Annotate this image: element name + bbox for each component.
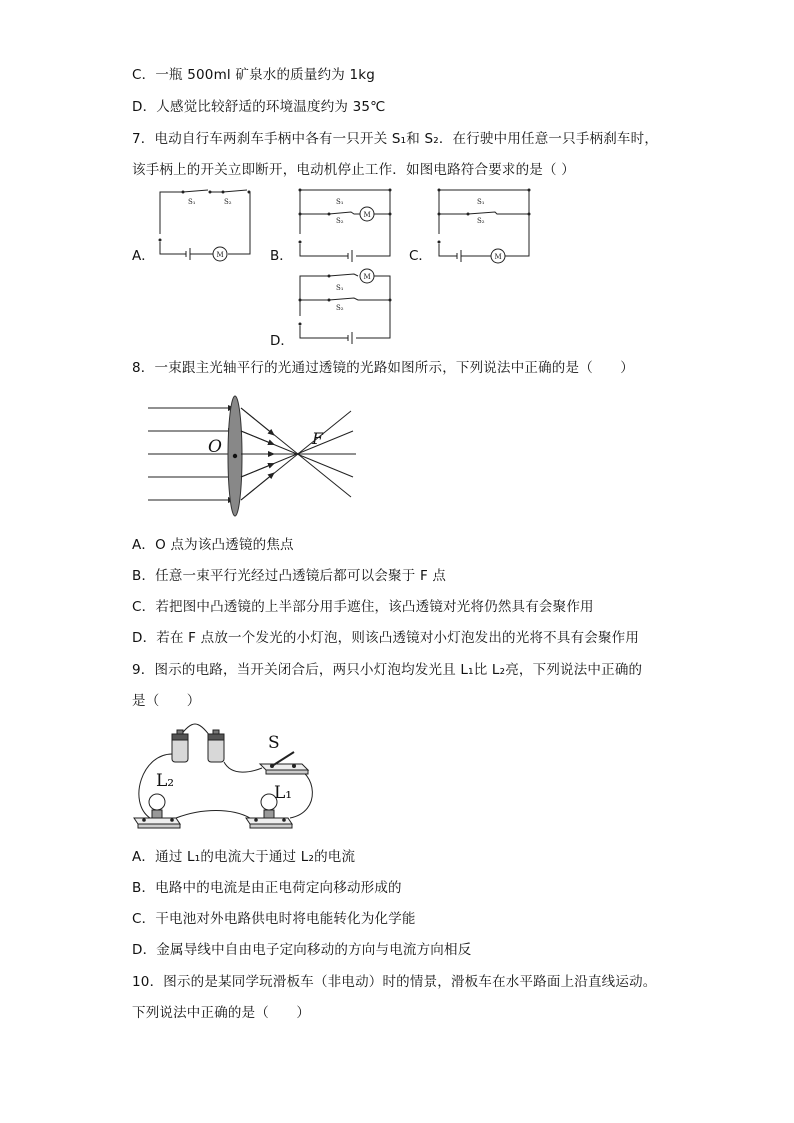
q9-option-d: D．金属导线中自由电子定向移动的方向与电流方向相反 xyxy=(132,942,472,958)
q7c-s1-label: S₁ xyxy=(477,198,485,206)
focus-label: F xyxy=(312,429,324,448)
q8-option-d: D．若在 F 点放一个发光的小灯泡，则该凸透镜对小灯泡发出的光将不具有会聚作用 xyxy=(132,630,640,646)
battery-1-icon xyxy=(172,730,188,762)
q9-stem-line1: 9．图示的电路，当开关闭合后，两只小灯泡均发光且 L₁比 L₂亮，下列说法中正确的 xyxy=(132,662,643,678)
q8-lens-figure xyxy=(146,394,366,519)
lens-center-point xyxy=(233,454,237,458)
battery-2-icon xyxy=(208,730,224,762)
q7-stem-line2: 该手柄上的开关立即断开，电动机停止工作．如图电路符合要求的是（ ） xyxy=(132,162,575,178)
q7d-s1-label: S₁ xyxy=(336,284,344,292)
q7b-s2-label: S₂ xyxy=(336,217,344,225)
q10-stem-line1: 10．图示的是某同学玩滑板车（非电动）时的情景，滑板车在水平路面上沿直线运动。 xyxy=(132,974,657,990)
svg-text:M: M xyxy=(216,251,224,259)
q7b-battery-icon xyxy=(348,250,352,262)
q9-option-b: B．电路中的电流是由正电荷定向移动形成的 xyxy=(132,880,402,896)
q8-option-c: C．若把图中凸透镜的上半部分用手遮住，该凸透镜对光将仍然具有会聚作用 xyxy=(132,599,594,615)
switch-icon xyxy=(260,752,308,774)
q7c-battery-icon xyxy=(457,250,461,262)
q10-stem-line2: 下列说法中正确的是（ ） xyxy=(132,1005,311,1021)
switch-label: S xyxy=(268,733,280,753)
q7-stem-line1: 7．电动自行车两刹车手柄中各有一只开关 S₁和 S₂．在行驶中用任意一只手柄刹车时， xyxy=(132,131,659,147)
q7d-s2-label: S₂ xyxy=(336,304,344,312)
lamp-l2-icon xyxy=(134,794,180,828)
q7a-s2-label: S₂ xyxy=(224,198,232,206)
q8-option-a: A．O 点为该凸透镜的焦点 xyxy=(132,537,294,553)
lens-center-label: O xyxy=(208,437,222,457)
svg-text:M: M xyxy=(363,211,371,219)
q8-option-b: B．任意一束平行光经过凸透镜后都可以会聚于 F 点 xyxy=(132,568,447,584)
q6-option-c: C．一瓶 500ml 矿泉水的质量约为 1kg xyxy=(132,67,376,83)
q9-option-a: A．通过 L₁的电流大于通过 L₂的电流 xyxy=(132,849,356,865)
q9-stem-line2: 是（ ） xyxy=(132,693,201,709)
lamp-l2-label: L₂ xyxy=(156,771,175,791)
q7-circuit-d xyxy=(296,272,396,342)
q7-option-d-label: D． xyxy=(270,333,294,349)
q7d-battery-icon xyxy=(348,332,352,344)
lamp-l1-label: L₁ xyxy=(274,783,293,803)
svg-text:M: M xyxy=(363,273,371,281)
q7-circuit-a xyxy=(152,190,262,260)
q7-option-b-label: B． xyxy=(270,248,293,264)
svg-text:M: M xyxy=(494,253,502,261)
q8-stem: 8．一束跟主光轴平行的光通过透镜的光路如图所示，下列说法中正确的是（ ） xyxy=(132,360,634,376)
q7-option-a-label: A． xyxy=(132,248,155,264)
q7a-s1-label: S₁ xyxy=(188,198,196,206)
q7-option-c-label: C． xyxy=(409,248,432,264)
q7c-s2-label: S₂ xyxy=(477,217,485,225)
q6-option-d: D．人感觉比较舒适的环境温度约为 35℃ xyxy=(132,99,386,115)
q7b-s1-label: S₁ xyxy=(336,198,344,206)
q7a-battery-icon xyxy=(186,248,190,260)
q7-circuit-c xyxy=(435,190,535,260)
q9-option-c: C．干电池对外电路供电时将电能转化为化学能 xyxy=(132,911,416,927)
q7-circuit-b xyxy=(296,190,396,260)
q9-circuit-figure xyxy=(132,722,322,832)
